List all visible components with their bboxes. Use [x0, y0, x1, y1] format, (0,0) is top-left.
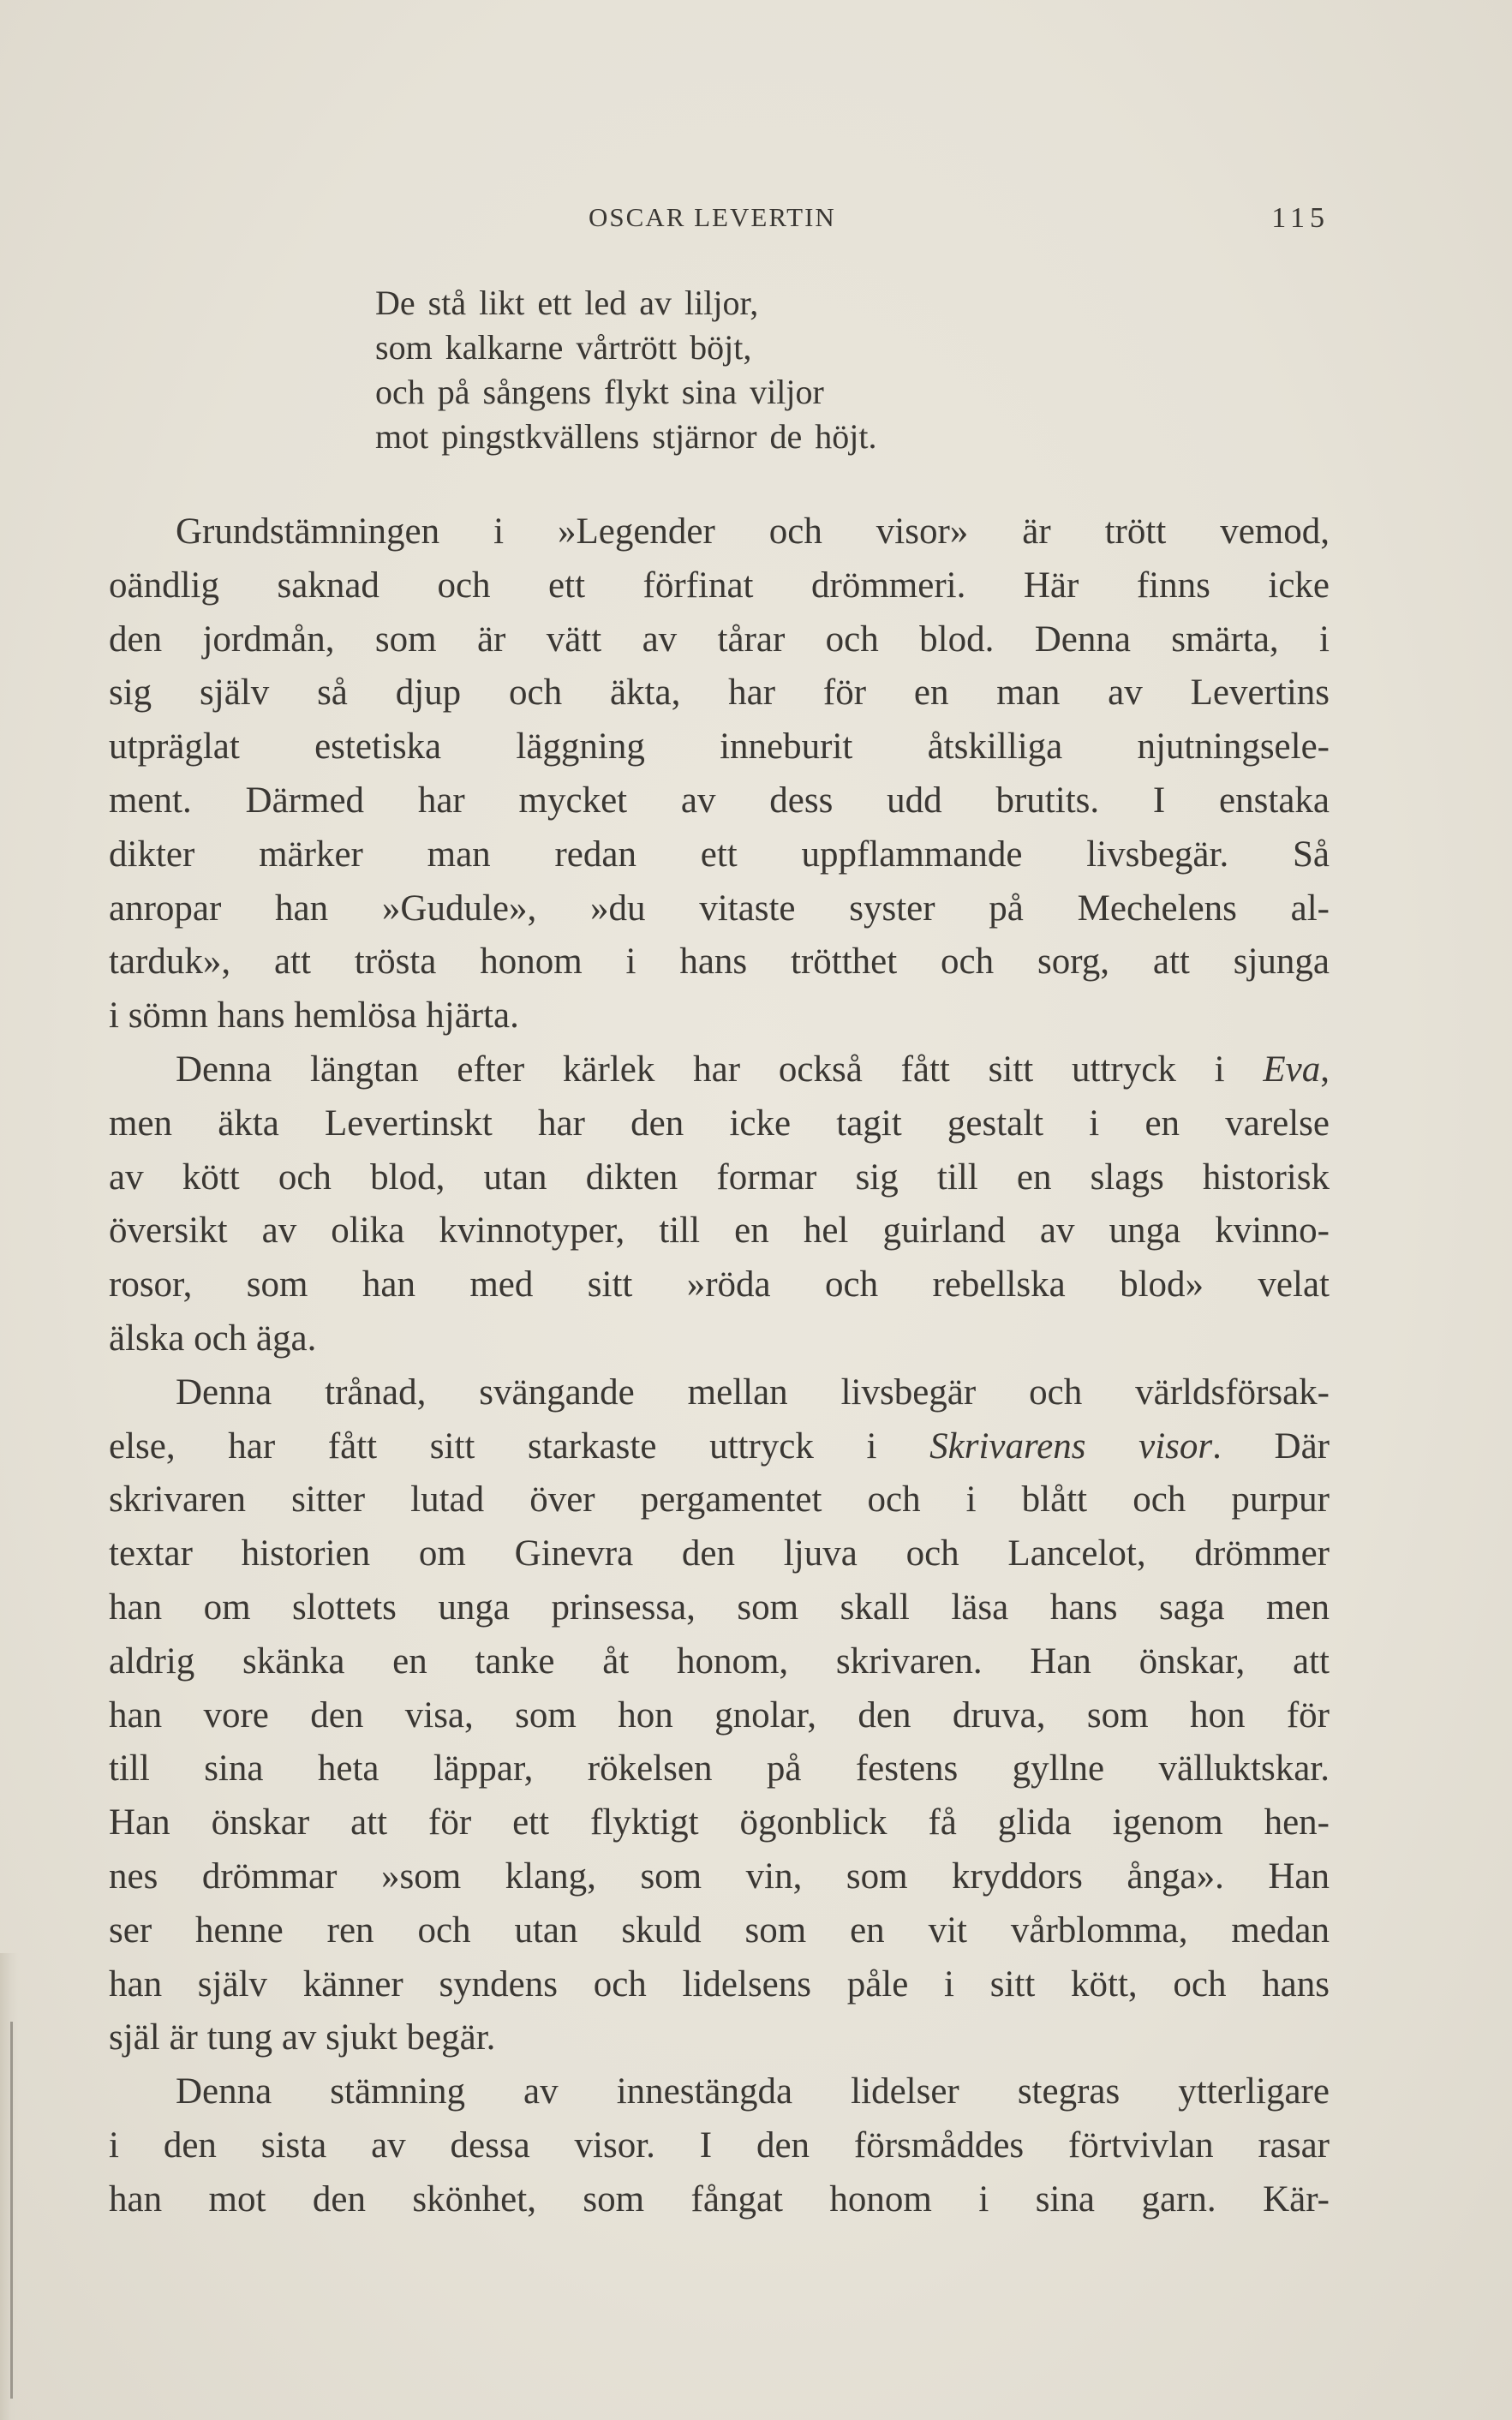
text-line: han vore den visa, som hon gnolar, den druva, som hon för [109, 1694, 1330, 1736]
poem-line: som kalkarne vårtrött böjt, [375, 328, 752, 367]
text-line [109, 1420, 1330, 1474]
poem-line: och på sångens flykt sina viljor [375, 373, 824, 411]
text-line: aldrig skänka en tanke åt honom, skrivaren. Han önskar, att [109, 1640, 1330, 1682]
text-run: else, har fått sitt starkaste uttryck i [109, 1425, 930, 1467]
paragraph-2 [109, 1043, 1330, 1366]
poem-line: De stå likt ett led av liljor, [375, 284, 759, 322]
poem-stanza [375, 281, 877, 459]
page-edge-shadow [0, 1953, 19, 2420]
text-line: dikter märker man redan ett uppflammande livsbegär. Så [109, 834, 1330, 875]
text-run: . Där [1212, 1425, 1330, 1467]
paragraph-3 [109, 1366, 1330, 2065]
text-line: ment. Därmed har mycket av dess udd brutits. I enstaka [109, 780, 1330, 821]
text-line: Denna trånad, svängande mellan livsbegär och världsförsak- [176, 1371, 1330, 1413]
text-run: Denna längtan efter kärlek har också fått sitt uttryck i [176, 1049, 1264, 1090]
text-line: utpräglat estetiska läggning inneburit åtskilliga njutningsele- [109, 726, 1330, 768]
body-text [109, 505, 1330, 2227]
text-line: själ är tung av sjukt begär. [109, 2017, 496, 2058]
text-run: , [1320, 1049, 1330, 1090]
text-line: Grundstämningen i »Legender och visor» är trött vemod, [176, 511, 1330, 552]
text-line: i den sista av dessa visor. I den försmåddes förtvivlan rasar [109, 2124, 1330, 2166]
work-title-skrivarens-visor: Skrivarens visor [929, 1425, 1213, 1467]
text-line: textar historien om Ginevra den ljuva och Lancelot, drömmer [109, 1533, 1330, 1574]
text-line: den jordmån, som är vätt av tårar och blod. Denna smärta, i [109, 618, 1330, 660]
text-line: han mot den skönhet, som fångat honom i sina garn. Kär- [109, 2178, 1330, 2220]
running-header [109, 202, 1330, 236]
text-line: Denna stämning av innestängda lidelser stegras ytterligare [176, 2071, 1330, 2112]
text-line: nes drömmar »som klang, som vin, som kryddors ånga». Han [109, 1855, 1330, 1897]
text-line: älska och äga. [109, 1318, 317, 1359]
poem-line: mot pingstkvällens stjärnor de höjt. [375, 417, 877, 456]
text-line: av kött och blod, utan dikten formar sig till en slags historisk [109, 1156, 1330, 1198]
text-line: i sömn hans hemlösa hjärta. [109, 995, 519, 1037]
paragraph-1 [109, 505, 1330, 1043]
work-title-eva: Eva [1263, 1049, 1321, 1090]
text-line: anropar han »Gudule», »du vitaste syster på Mechelens al- [109, 887, 1330, 929]
text-line: sig själv så djup och äkta, har för en man av Levertins [109, 672, 1330, 714]
text-line: ser henne ren och utan skuld som en vit vårblomma, medan [109, 1909, 1330, 1951]
text-line: till sina heta läppar, rökelsen på festens gyllne välluktskar. [109, 1748, 1330, 1790]
text-line: han om slottets unga prinsessa, som skall läsa hans saga men [109, 1586, 1330, 1628]
text-line: han själv känner syndens och lidelsens påle i sitt kött, och hans [109, 1963, 1330, 2005]
text-line: rosor, som han med sitt »röda och rebellska blod» velat [109, 1264, 1330, 1306]
text-line: Han önskar att för ett flyktigt ögonblick få glida igenom hen- [109, 1802, 1330, 1843]
text-line: oändlig saknad och ett förfinat drömmeri. Här finns icke [109, 565, 1330, 606]
text-line: tarduk», att trösta honom i hans trötthet och sorg, att sjunga [109, 941, 1330, 983]
text-line: men äkta Levertinskt har den icke tagit gestalt i en varelse [109, 1102, 1330, 1144]
running-title: OSCAR LEVERTIN [589, 202, 836, 232]
text-line: skrivaren sitter lutad över pergamentet och i blått och purpur [109, 1479, 1330, 1521]
paragraph-4 [109, 2065, 1330, 2226]
page-number: 115 [1271, 202, 1330, 234]
text-line [109, 1043, 1330, 1097]
text-line: översikt av olika kvinnotyper, till en hel guirland av unga kvinno- [109, 1210, 1330, 1252]
